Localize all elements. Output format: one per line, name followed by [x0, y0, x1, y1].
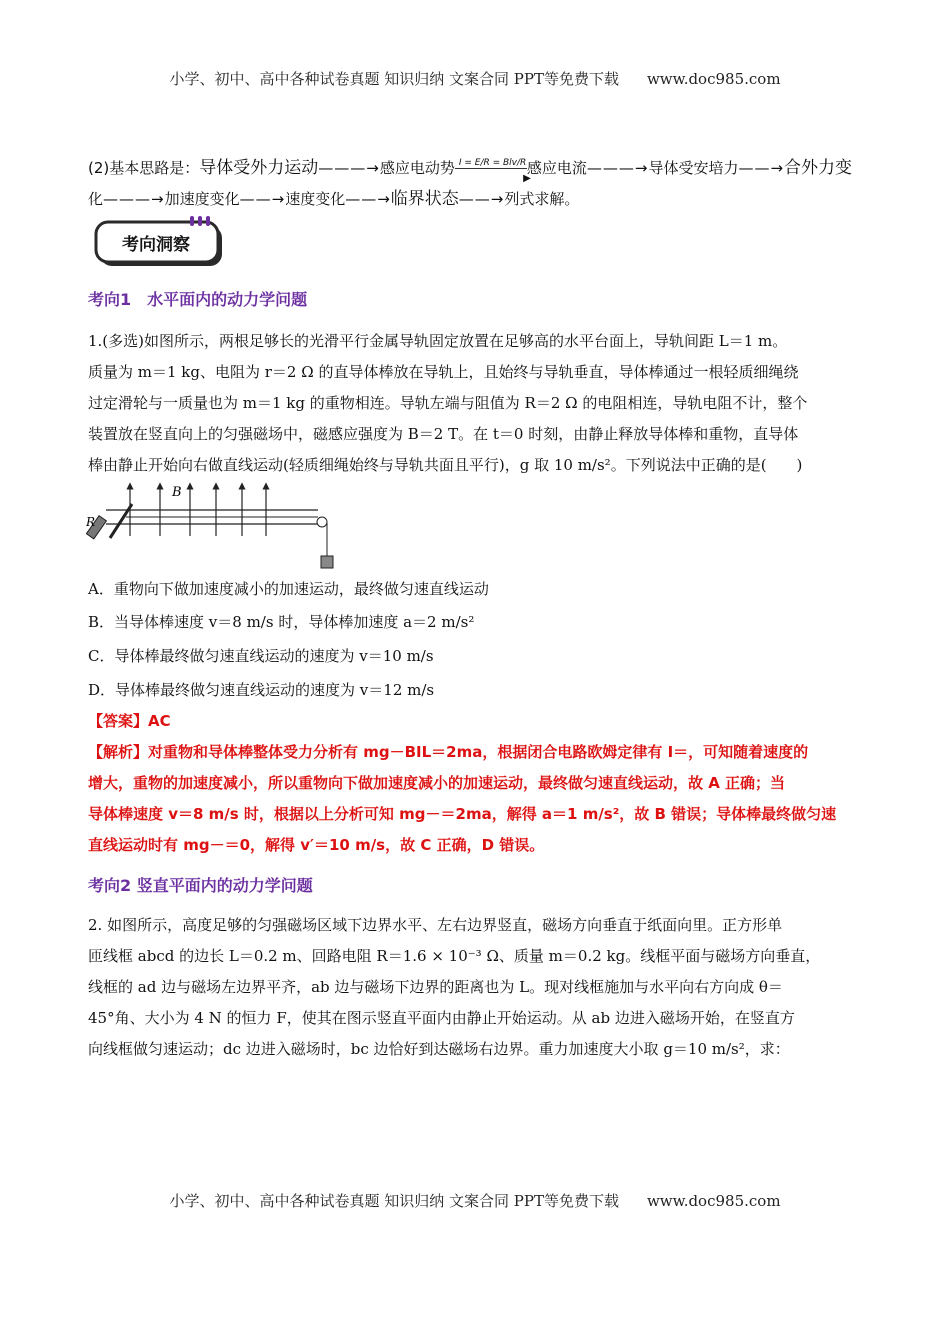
- flow-arrow: ——→: [458, 190, 505, 208]
- analysis-line: 增大，重物的加速度减小，所以重物向下做加速度减小的加速运动，最终做匀速直线运动，故 A 正确；当: [88, 774, 786, 792]
- q2-line: 2. 如图所示，高度足够的匀强磁场区域下边界水平、左右边界竖直，磁场方向垂直于纸面向里。正方形单: [88, 916, 783, 934]
- header-url[interactable]: www.doc985.com: [646, 70, 781, 88]
- flow-step: 速度变化: [285, 190, 346, 208]
- q1-line: 1.(多选)如图所示，两根足够长的光滑平行金属导轨固定放置在足够高的水平台面上，导轨间距 L＝1 m。: [88, 332, 788, 350]
- option-a: A．重物向下做加速度减小的加速运动，最终做匀速直线运动: [88, 580, 489, 598]
- q2-line: 线框的 ad 边与磁场左边界平齐，ab 边与磁场下边界的距离也为 L。现对线框施加与水平向右方向成 θ＝: [88, 978, 783, 996]
- answer: 【答案】AC: [88, 712, 171, 730]
- flow-arrow: ——→: [738, 159, 785, 177]
- ring-icon: [190, 216, 210, 226]
- q2-line: 45°角、大小为 4 N 的恒力 F，使其在图示竖直平面内由静止开始运动。从 ab 边进入磁场开始，在竖直方: [88, 1009, 795, 1027]
- q1-line: 棒由静止开始向右做直线运动(轻质细绳始终与导轨共面且平行)，g 取 10 m/s²。下列说法中正确的是( ): [88, 456, 803, 474]
- formula-arrow: I = E/R = Blv/R ▶: [455, 159, 527, 173]
- answer-block: [88, 706, 866, 861]
- rail-diagram: [86, 478, 346, 576]
- q1-line: 装置放在竖直向上的匀强磁场中，磁感应强度为 B＝2 T。在 t＝0 时刻，由静止释放导体棒和重物，直导体: [88, 425, 799, 443]
- flow-step: 加速度变化: [164, 190, 240, 208]
- q2-line: 向线框做匀速运动；dc 边进入磁场时，bc 边恰好到达磁场右边界。重力加速度大小取 g＝10 m/s²，求：: [88, 1040, 790, 1058]
- page-footer: [0, 1190, 950, 1211]
- analysis-line: 直线运动时有 mg－＝0，解得 v′＝10 m/s，故 C 正确，D 错误。: [88, 836, 545, 854]
- page-header: [0, 68, 950, 89]
- flow-line-1: [88, 152, 878, 184]
- footer-text: 小学、初中、高中各种试卷真题 知识归纳 文案合同 PPT等免费下载: [169, 1192, 619, 1210]
- formula-text: I = E/R = Blv/R: [458, 158, 527, 168]
- flow-arrow: ———→: [586, 159, 649, 177]
- section-badge: [94, 216, 226, 270]
- field-label: B: [172, 485, 182, 500]
- question-1: [88, 326, 866, 481]
- conductor-rod: [110, 504, 132, 538]
- question-2: [88, 910, 866, 1065]
- badge-label: 考向洞察: [122, 235, 190, 255]
- section-title-2: 考向2 竖直平面内的动力学问题: [88, 876, 313, 895]
- option-c: C．导体棒最终做匀速直线运动的速度为 v＝10 m/s: [88, 647, 434, 665]
- flow-step: 化: [88, 190, 104, 208]
- q2-line: 匝线框 abcd 的边长 L＝0.2 m、回路电阻 R＝1.6 × 10⁻³ Ω、质量 m＝0.2 kg。线框平面与磁场方向垂直，: [88, 947, 821, 965]
- analysis-line: 【解析】对重物和导体棒整体受力分析有 mg－BIL＝2ma，根据闭合电路欧姆定律有 I＝，可知随着速度的: [88, 743, 809, 761]
- flow-step: 列式求解。: [504, 190, 580, 208]
- q1-line: 过定滑轮与一质量也为 m＝1 kg 的重物相连。导轨左端与阻值为 R＝2 Ω 的电阻相连，导轨电阻不计，整个: [88, 394, 808, 412]
- flow-step: 导体受外力运动: [199, 158, 319, 178]
- weight: [321, 556, 333, 568]
- flow-arrow: ——→: [345, 190, 391, 208]
- flow-arrow: ———→: [318, 159, 380, 177]
- section-title-1: 考向1 水平面内的动力学问题: [88, 290, 308, 309]
- flow-line-2: [88, 183, 878, 215]
- flow-arrow: ———→: [103, 190, 165, 208]
- flow-step: 合外力变: [784, 158, 853, 178]
- q1-line: 质量为 m＝1 kg、电阻为 r＝2 Ω 的直导体棒放在导轨上，且始终与导轨垂直，导体棒通过一根轻质细绳绕: [88, 363, 799, 381]
- flow-step: 导体受安培力: [648, 159, 739, 177]
- flow-step: 感应电流: [526, 159, 587, 177]
- flow-prefix: (2)基本思路是：: [88, 159, 200, 177]
- option-b: B．当导体棒速度 v＝8 m/s 时，导体棒加速度 a＝2 m/s²: [88, 613, 475, 631]
- header-text: 小学、初中、高中各种试卷真题 知识归纳 文案合同 PPT等免费下载: [169, 70, 619, 88]
- field-arrows: [130, 486, 266, 536]
- flow-arrow: ——→: [239, 190, 286, 208]
- pulley: [317, 517, 327, 527]
- resistor-label: R: [86, 515, 96, 529]
- flow-step: 临界状态: [390, 189, 459, 209]
- option-d: D．导体棒最终做匀速直线运动的速度为 v＝12 m/s: [88, 681, 435, 699]
- flow-step: 感应电动势: [379, 159, 455, 177]
- footer-url[interactable]: www.doc985.com: [646, 1192, 781, 1210]
- analysis-line: 导体棒速度 v＝8 m/s 时，根据以上分析可知 mg－＝2ma，解得 a＝1 m/s²，故 B 错误；导体棒最终做匀速: [88, 805, 837, 823]
